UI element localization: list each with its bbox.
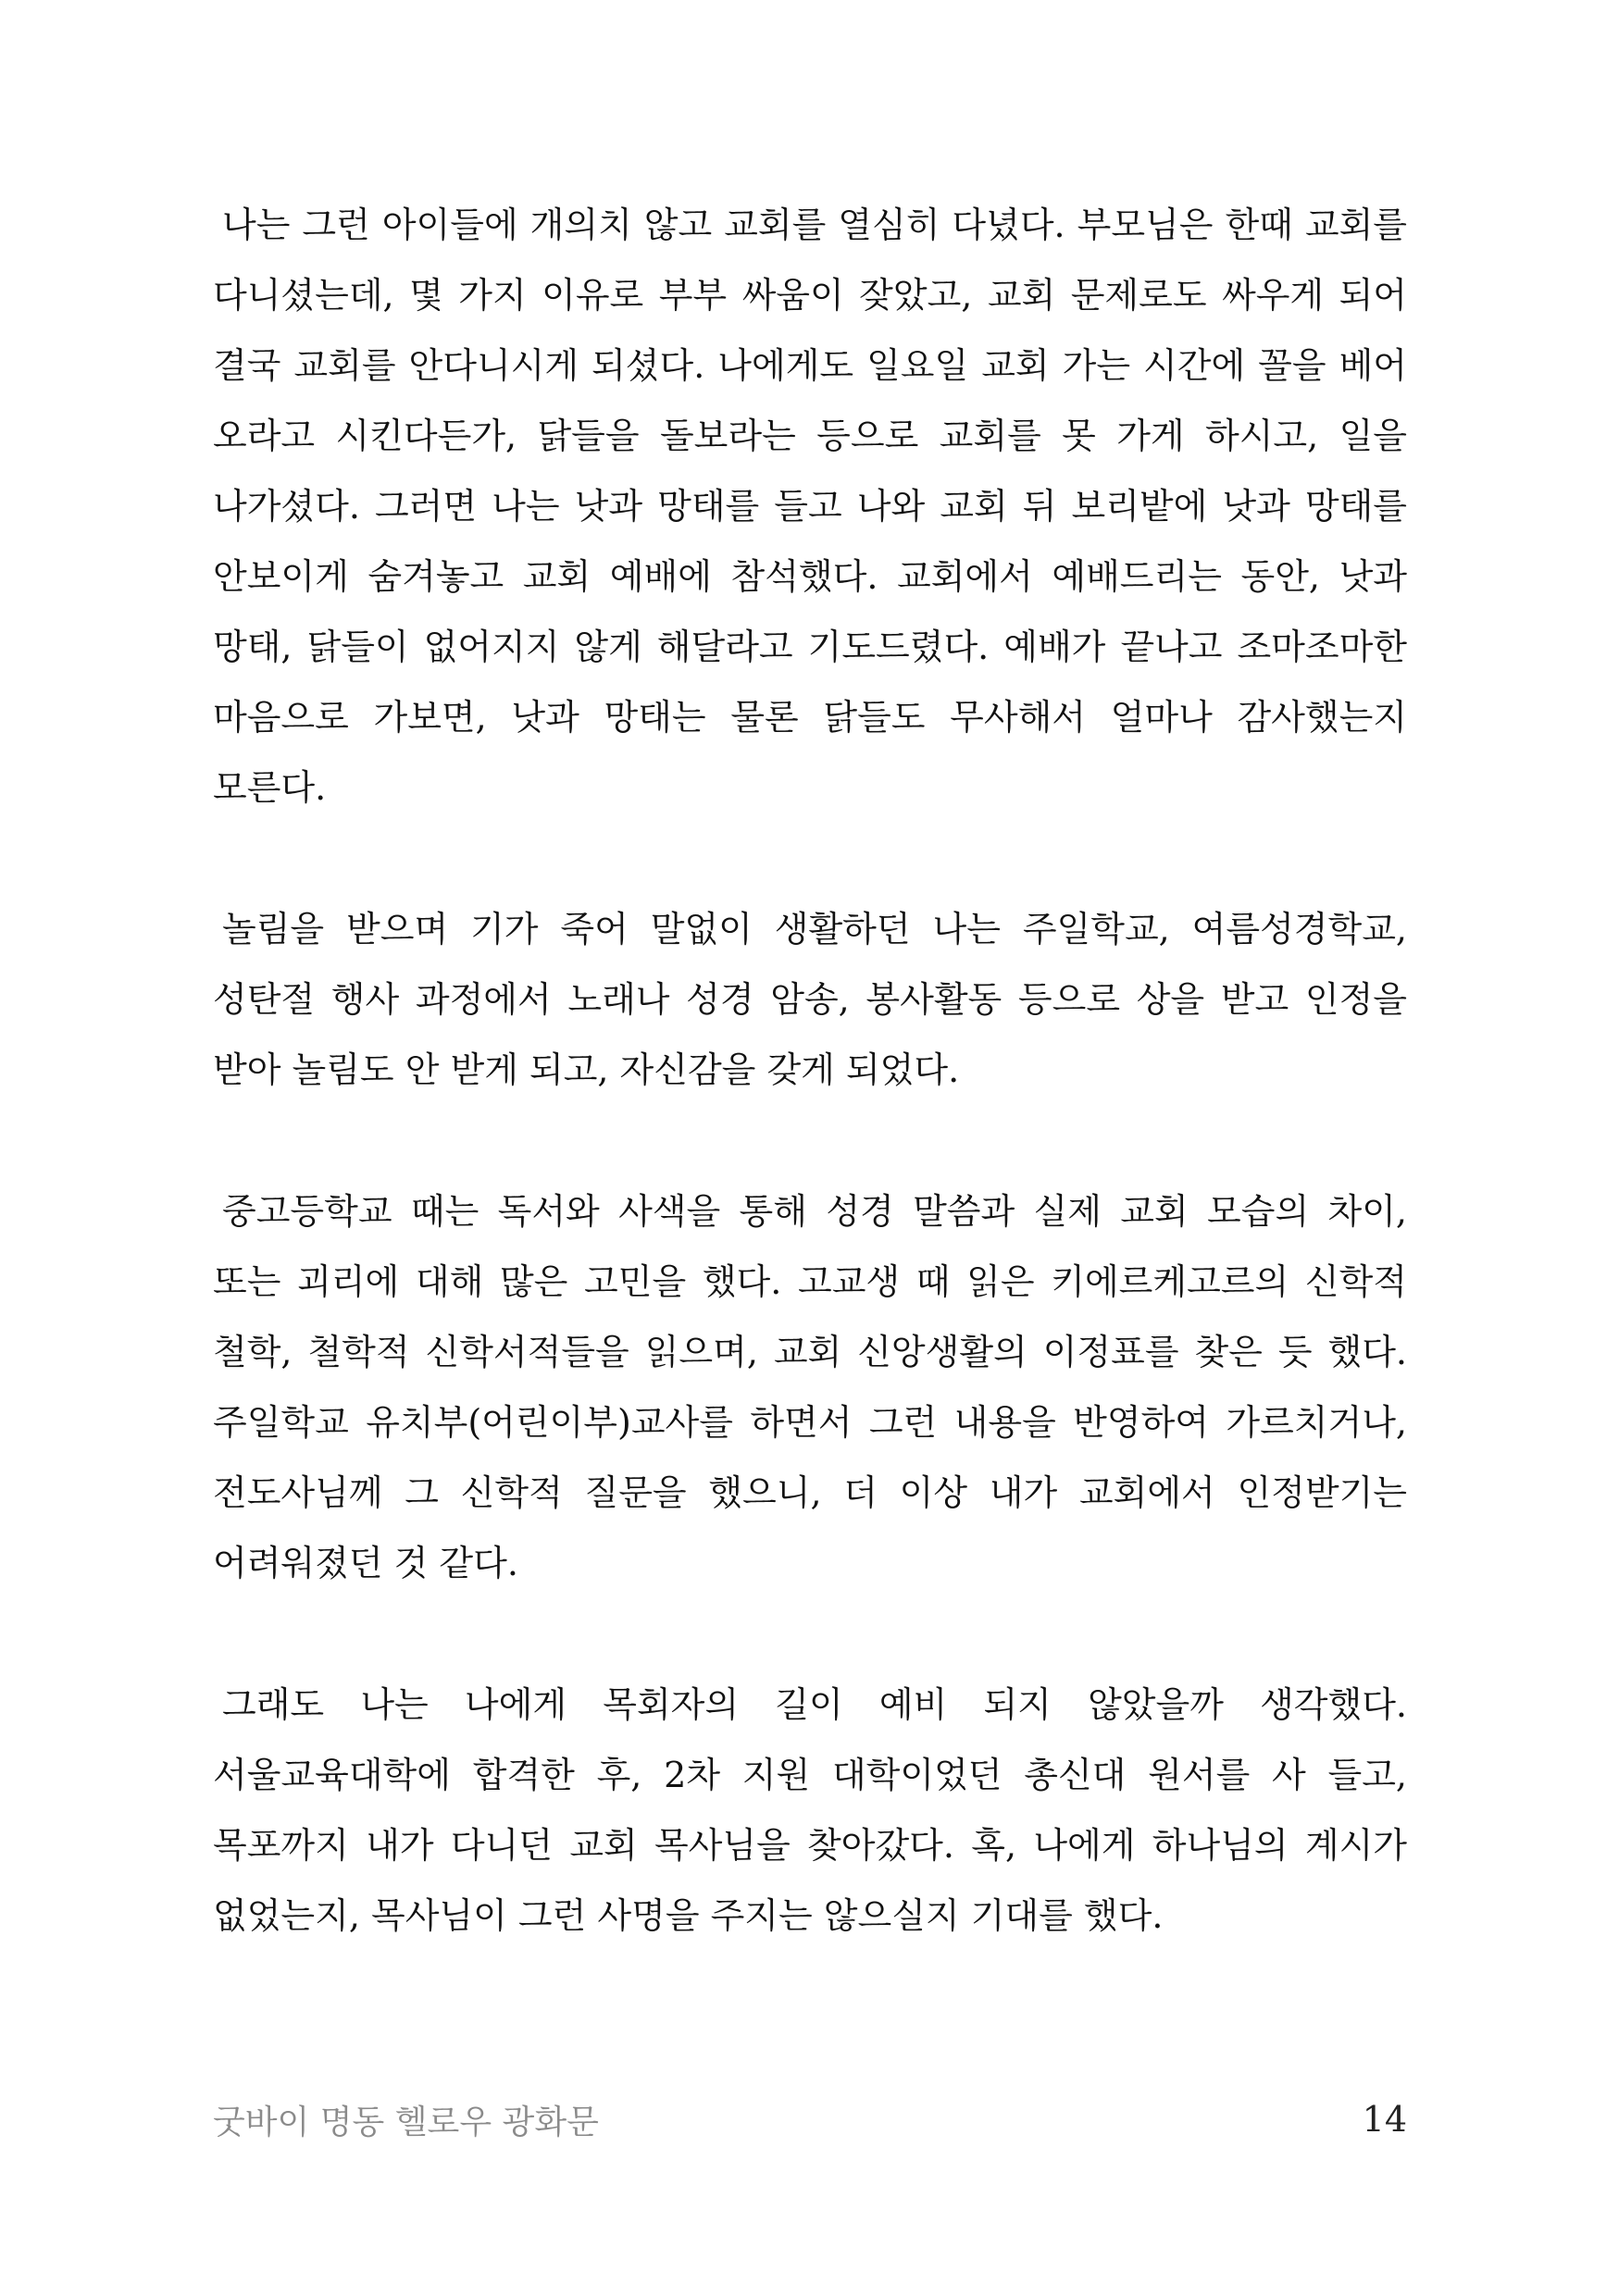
paragraph-2: 놀림을 받으며 기가 죽어 말없이 생활하던 나는 주일학교, 여름성경학교, 성탄절 행사 과정에서 노래나 성경 암송, 봉사활동 등으로 상을 받고 인정을 받아 놀림도 안 받게 되고, 자신감을 갖게 되었다.: [213, 909, 1407, 1090]
paragraph-1: 나는 그런 아이들에 개의치 않고 교회를 열심히 다녔다. 부모님은 한때 교회를 다니셨는데, 몇 가지 이유로 부부 싸움이 잦았고, 교회 문제로도 싸우게 되어 결국 교회를 안다니시게 되셨다. 나에게도 일요일 교회 가는 시간에 꼴을 베어 오라고 시킨다든가, 닭들을 돌보라는 등으로 교회를 못 가게 하시고, 일을 나가셨다. 그러면 나는 낫과 망태를 들고 나와 교회 뒤 보리밭에 낫과 망태를 안보이게 숨겨놓고 교회 예배에 참석했다. 교회에서 예배드리는 동안, 낫과 망태, 닭들이 없어지지 않게 해달라고 기도드렸다. 예배가 끝나고 조마조마한 마음으로 가보면, 낫과 망태는 물론 닭들도 무사해서 얼마나 감사했는지 모른다.: [213, 205, 1407, 808]
paragraph-4: 그래도 나는 나에게 목회자의 길이 예비 되지 않았을까 생각했다. 서울교육대학에 합격한 후, 2차 지원 대학이었던 총신대 원서를 사 들고, 목포까지 내가 다니던 교회 목사님을 찾아갔다. 혹, 나에게 하나님의 계시가 없었는지, 목사님이 그런 사명을 주지는 않으실지 기대를 했다.: [213, 1684, 1407, 1936]
page-body: [213, 190, 1407, 1951]
paragraph-3: 중고등학교 때는 독서와 사색을 통해 성경 말씀과 실제 교회 모습의 차이, 또는 괴리에 대해 많은 고민을 했다. 고교생 때 읽은 키에르케고르의 신학적 철학, 철학적 신학서적들을 읽으며, 교회 신앙생활의 이정표를 찾은 듯 했다. 주일학교 유치부(어린이부)교사를 하면서 그런 내용을 반영하여 가르치거나, 전도사님께 그 신학적 질문을 했으니, 더 이상 내가 교회에서 인정받기는 어려워졌던 것 같다.: [213, 1191, 1407, 1583]
page-number: 14: [1362, 2099, 1407, 2140]
footer-book-title: 굿바이 명동 헬로우 광화문: [213, 2103, 599, 2141]
page-footer: [213, 2096, 1407, 2142]
